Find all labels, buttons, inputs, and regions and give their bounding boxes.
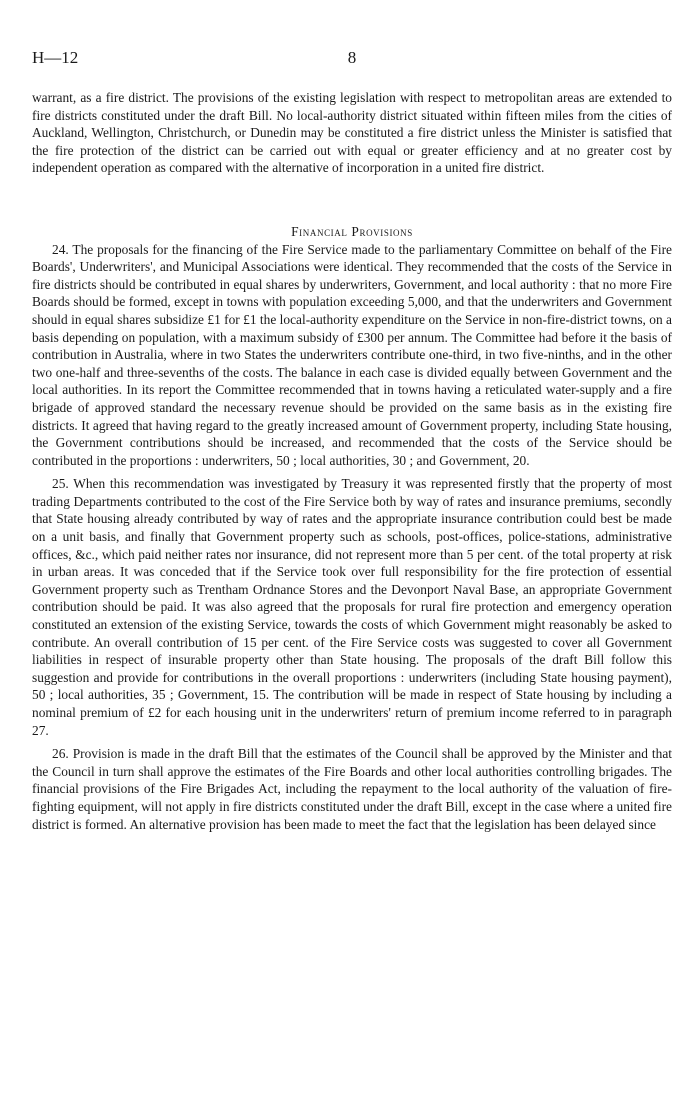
paragraph-24: 24. The proposals for the financing of the Fire Service made to the parliamentary Committee on behalf of the Fire Boards', Underwriters', and Municipal Associations were identical. They recommended that the costs of the Service in fire districts should be contributed in equal shares by underwriters, Government, and local authority : that no more Fire Boards should be formed, except in towns with population exceeding 5,000, and that the underwriters and Government should in equal shares subsidize £1 for £1 the local-authority expenditure on the Service in non-fire-district towns, on a basis depending on population, with a maximum subsidy of £300 per annum. The Committee had before it the basis of contribution in Australia, where in two States the underwriters contribute one-third, in two five-ninths, and in the other two one-half and three-sevenths of the costs. The balance in each case is divided equally between Government and the local authorities. In its report the Committee recommended that in towns having a reticulated water-supply and a fire brigade of approved standard the necessary revenue should be provided on the same basis as in the existing fire districts. It agreed that having regard to the greatly increased amount of Government property, including State housing, the Government contributions should be increased, and recommended that the costs of the Service should be contributed in the proportions : underwriters, 50 ; local authorities, 30 ; and Government, 20. [32, 241, 672, 468]
section-heading: Financial Provisions [291, 223, 413, 239]
document-body [32, 89, 672, 833]
page-number: 8 [347, 48, 357, 67]
paragraph-26: 26. Provision is made in the draft Bill that the estimates of the Council shall be approved by the Minister and that the Council in turn shall approve the estimates of the Fire Boards and other local authorities controlling brigades. The financial provisions of the Fire Brigades Act, including the repayment to the local authority of the valuation of fire-fighting equipment, will not apply in fire districts constituted under the draft Bill, except in the case where a united fire district is formed. An alternative provision has been made to meet the fact that the legislation has been delayed since [32, 746, 672, 832]
document-reference: H—12 [32, 48, 79, 67]
running-header [32, 48, 672, 72]
paragraph-25: 25. When this recommendation was investigated by Treasury it was represented firstly that the property of most trading Departments contributed to the cost of the Fire Service both by way of rates and insurance premiums, secondly that State housing already contributed by way of rates and the appropriate insurance contribution could best be made on a unit basis, and finally that Government property such as schools, post-offices, police-stations, administrative offices, &c., which paid neither rates nor insurance, did not represent more than 5 per cent. of the total property at risk in urban areas. It was conceded that if the Service took over full responsibility for the fire protection of essential Government property such as Trentham Ordnance Stores and the Devonport Naval Base, an appropriate Government contribution should be paid. It was also agreed that the proposals for rural fire protection and emergency operation constituted an extension of the existing Service, towards the costs of which Government might reasonably be asked to contribute. An overall contribution of 15 per cent. of the Fire Service costs was suggested to cover all Government liabilities in respect of insurable property other than State housing. The proposals of the draft Bill follow this suggestion and provide for contributions in the overall proportions : underwriters (including State housing payment), 50 ; local authorities, 35 ; Government, 15. The contribution will be made in respect of State housing by including a nominal premium of £2 for each housing unit in the underwriters' return of premium income referred to in paragraph 27. [32, 476, 672, 738]
continuation-paragraph: warrant, as a fire district. The provisions of the existing legislation with respect to metropolitan areas are extended to fire districts constituted under the draft Bill. No local-authority district situated within fifteen miles from the cities of Auckland, Wellington, Christchurch, or Dunedin may be constituted a fire district unless the Minister is satisfied that the fire protection of the district can be carried out with equal or greater efficiency and at no greater cost by independent operation as compared with the alternative of incorporation in a united fire district. [32, 90, 672, 176]
